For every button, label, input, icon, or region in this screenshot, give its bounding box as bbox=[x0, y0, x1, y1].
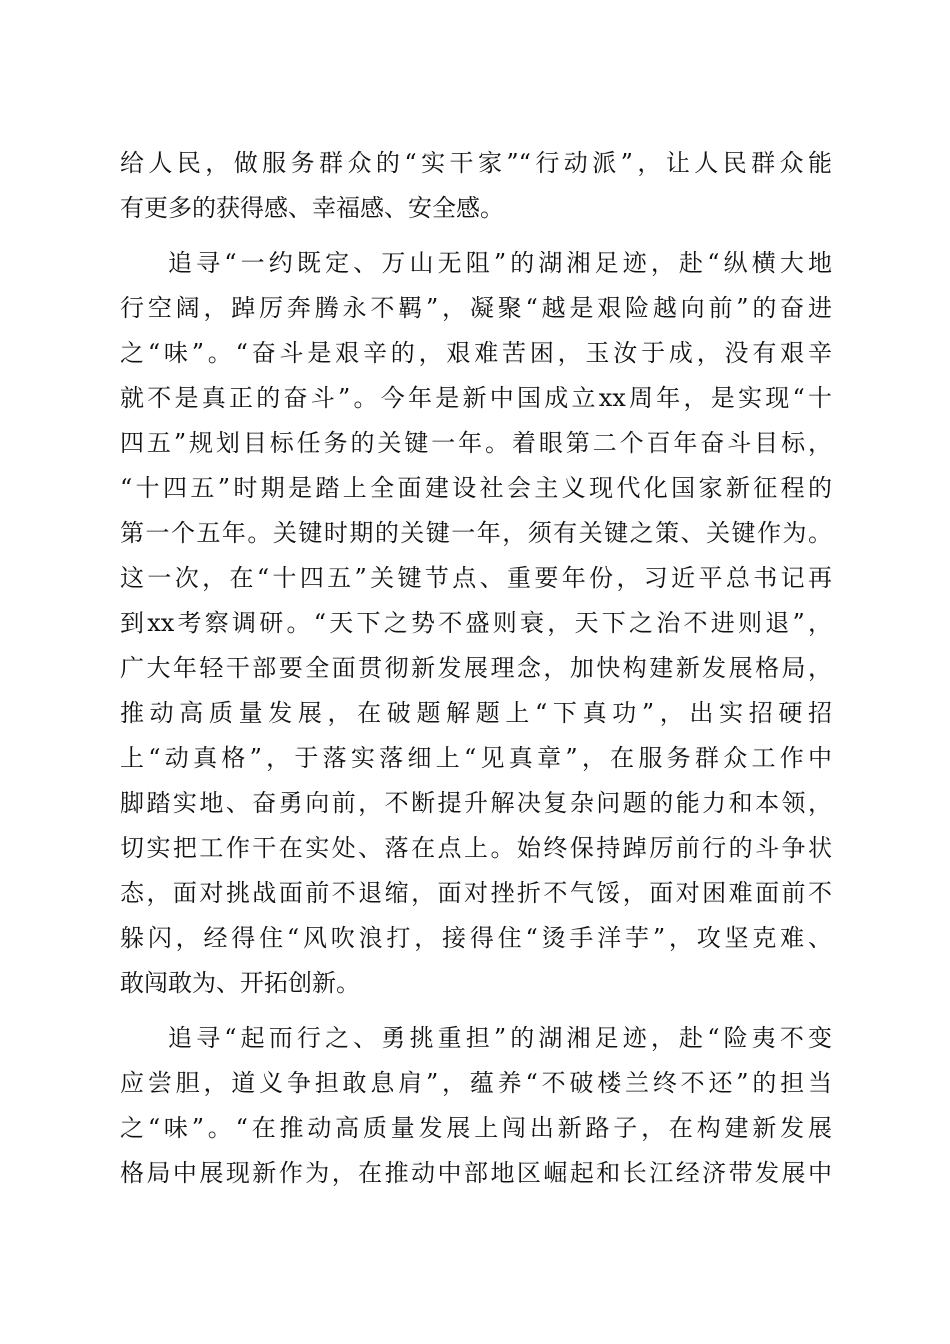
text-line: 之“味”。“奋斗是艰辛的，艰难苦困，玉汝于成，没有艰辛 bbox=[120, 339, 832, 367]
text-line: 给人民，做服务群众的“实干家”“行动派”，让人民群众能 bbox=[120, 149, 832, 177]
text-line: 之“味”。“在推动高质量发展上闯出新路子，在构建新发展 bbox=[120, 1114, 832, 1142]
text-line: 应尝胆，道义争担敢息肩”，蕴养“不破楼兰终不还”的担当 bbox=[120, 1069, 832, 1097]
text-line: 推动高质量发展，在破题解题上“下真功”，出实招硬招 bbox=[120, 699, 832, 727]
text-line: 脚踏实地、奋勇向前，不断提升解决复杂问题的能力和本领， bbox=[120, 789, 832, 817]
text-line: 有更多的获得感、幸福感、安全感。 bbox=[120, 194, 504, 222]
text-line: 格局中展现新作为，在推动中部地区崛起和长江经济带发展中 bbox=[120, 1159, 832, 1187]
text-line: 第一个五年。关键时期的关键一年，须有关键之策、关键作为。 bbox=[120, 519, 832, 547]
text-line: 四五”规划目标任务的关键一年。着眼第二个百年奋斗目标， bbox=[120, 429, 832, 457]
text-line: 追寻“一约既定、万山无阻”的湖湘足迹，赴“纵横大地 bbox=[168, 249, 832, 277]
text-line: 上“动真格”，于落实落细上“见真章”，在服务群众工作中 bbox=[120, 744, 832, 772]
text-line: 躲闪，经得住“风吹浪打，接得住“烫手洋芋”，攻坚克难、 bbox=[120, 924, 832, 952]
text-line: 切实把工作干在实处、落在点上。始终保持踔厉前行的斗争状 bbox=[120, 834, 832, 862]
text-line: 行空阔，踔厉奔腾永不羁”，凝聚“越是艰险越向前”的奋进 bbox=[120, 294, 832, 322]
text-line: 这一次，在“十四五”关键节点、重要年份，习近平总书记再 bbox=[120, 564, 832, 592]
text-line: 就不是真正的奋斗”。今年是新中国成立xx周年，是实现“十 bbox=[120, 384, 832, 412]
text-line: “十四五”时期是踏上全面建设社会主义现代化国家新征程的 bbox=[120, 474, 832, 502]
text-line: 广大年轻干部要全面贯彻新发展理念，加快构建新发展格局， bbox=[120, 654, 832, 682]
text-line: 到xx考察调研。“天下之势不盛则衰，天下之治不进则退”， bbox=[120, 609, 832, 637]
text-line: 追寻“起而行之、勇挑重担”的湖湘足迹，赴“险夷不变 bbox=[168, 1024, 832, 1052]
text-line: 敢闯敢为、开拓创新。 bbox=[120, 969, 360, 997]
body-text bbox=[120, 141, 832, 1196]
text-line: 态，面对挑战面前不退缩，面对挫折不气馁，面对困难面前不 bbox=[120, 879, 832, 907]
